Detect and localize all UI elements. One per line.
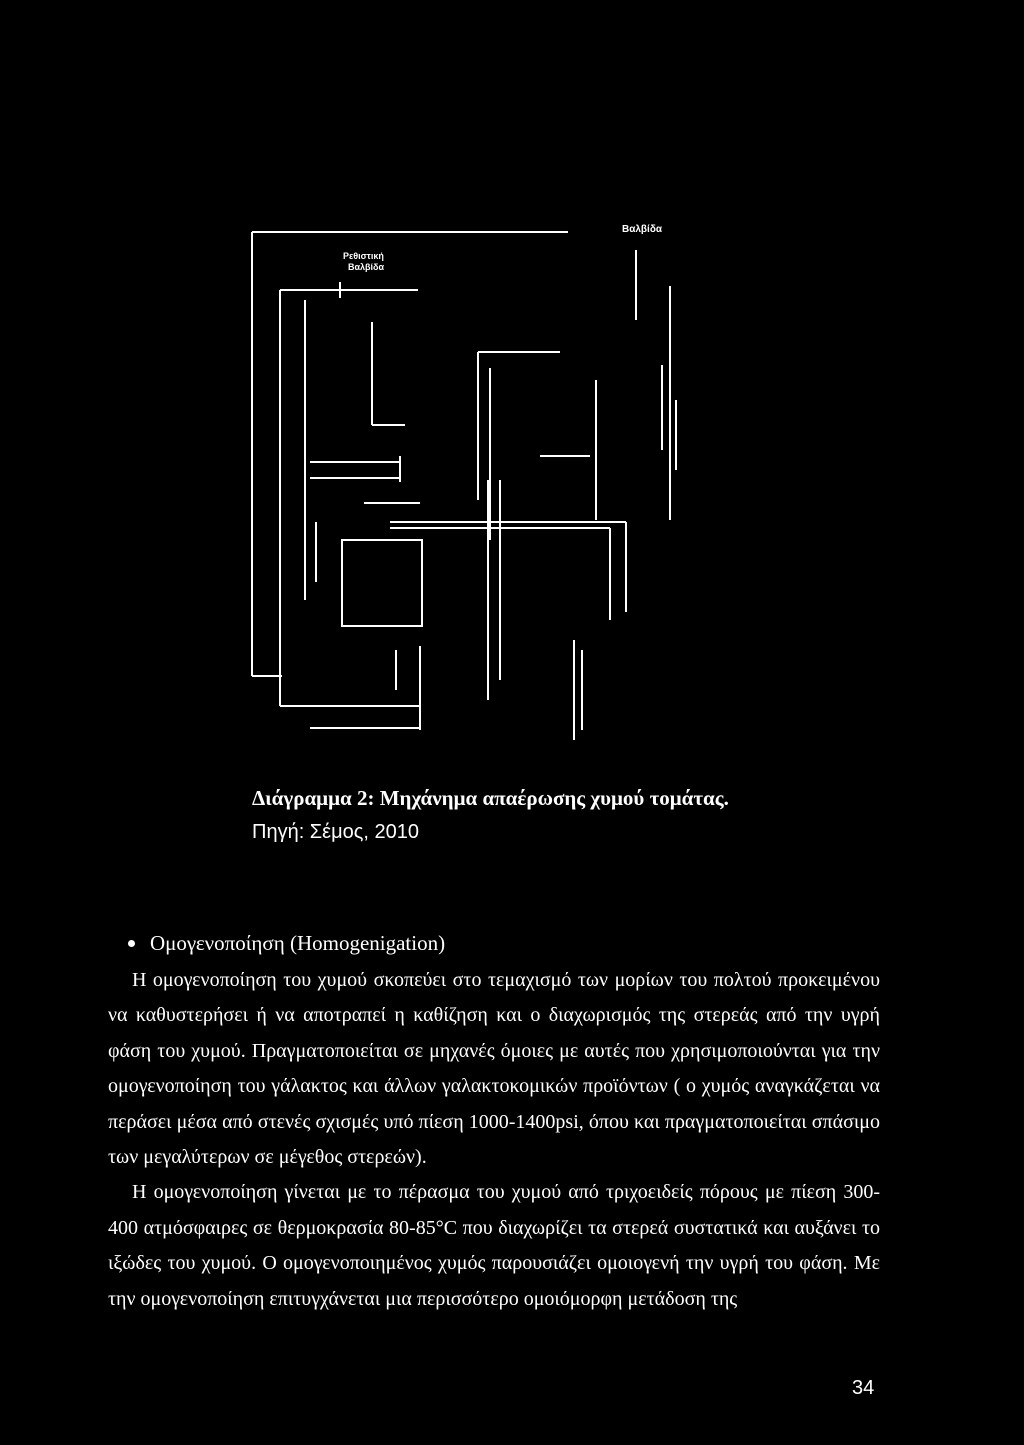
figure-source: Πηγή: Σέμος, 2010 — [252, 821, 419, 843]
diagram-label-inner-2: Βαλβίδα — [348, 262, 385, 272]
paragraph-1: Η ομογενοποίηση του χυμού σκοπεύει στο τεμαχισμό των μορίων του πολτού προκειμένου να καθυστερήσει ή να αποτραπεί η καθίζηση και ο διαχωρισμός της στερεάς από την υγρή φάση του χυμού. Πραγματοποιείται σε μηχανές όμοιες με αυτές που χρησιμοποιούνται για την ομογενοποίηση του γάλακτος και άλλων γαλακτοκομικών προϊόντων ( ο χυμός αναγκάζεται να περάσει μέσα από στενές σχισμές υπό πίεση 1000-1400psi, όπου και πραγματοποιείται σπάσιμο των μεγαλύτερων σε μέγεθος στερεών). — [108, 969, 880, 1169]
bullet-icon — [128, 940, 135, 947]
paragraph-2: Η ομογενοποίηση γίνεται με το πέρασμα του χυμού από τριχοειδείς πόρους με πίεση 300-400 ατμόσφαιρες σε θερμοκρασία 80-85°C που διαχωρίζει τα στερεά συστατικά και αυξάνει το ιξώδες του χυμού. Ο ομογενοποιημένος χυμός παρουσιάζει ομοιογενή την υγρή του φάση. Με την ομογενοποίηση επιτυγχάνεται μια περισσότερο ομοιόμορφη μετάδοση της — [108, 1181, 880, 1310]
page-number: 34 — [852, 1377, 875, 1399]
section-bullet — [128, 931, 445, 956]
bullet-text: Ομογενοποίηση (Homogenigation) — [150, 931, 446, 955]
figure-caption: Διάγραμμα 2: Μηχάνημα απαέρωσης χυμού τομάτας. — [252, 786, 729, 810]
body-text — [108, 963, 880, 1317]
diagram-label-inner-1: Ρεθιστική — [343, 251, 384, 261]
diagram-label-valve: Βαλβίδα — [622, 224, 663, 235]
